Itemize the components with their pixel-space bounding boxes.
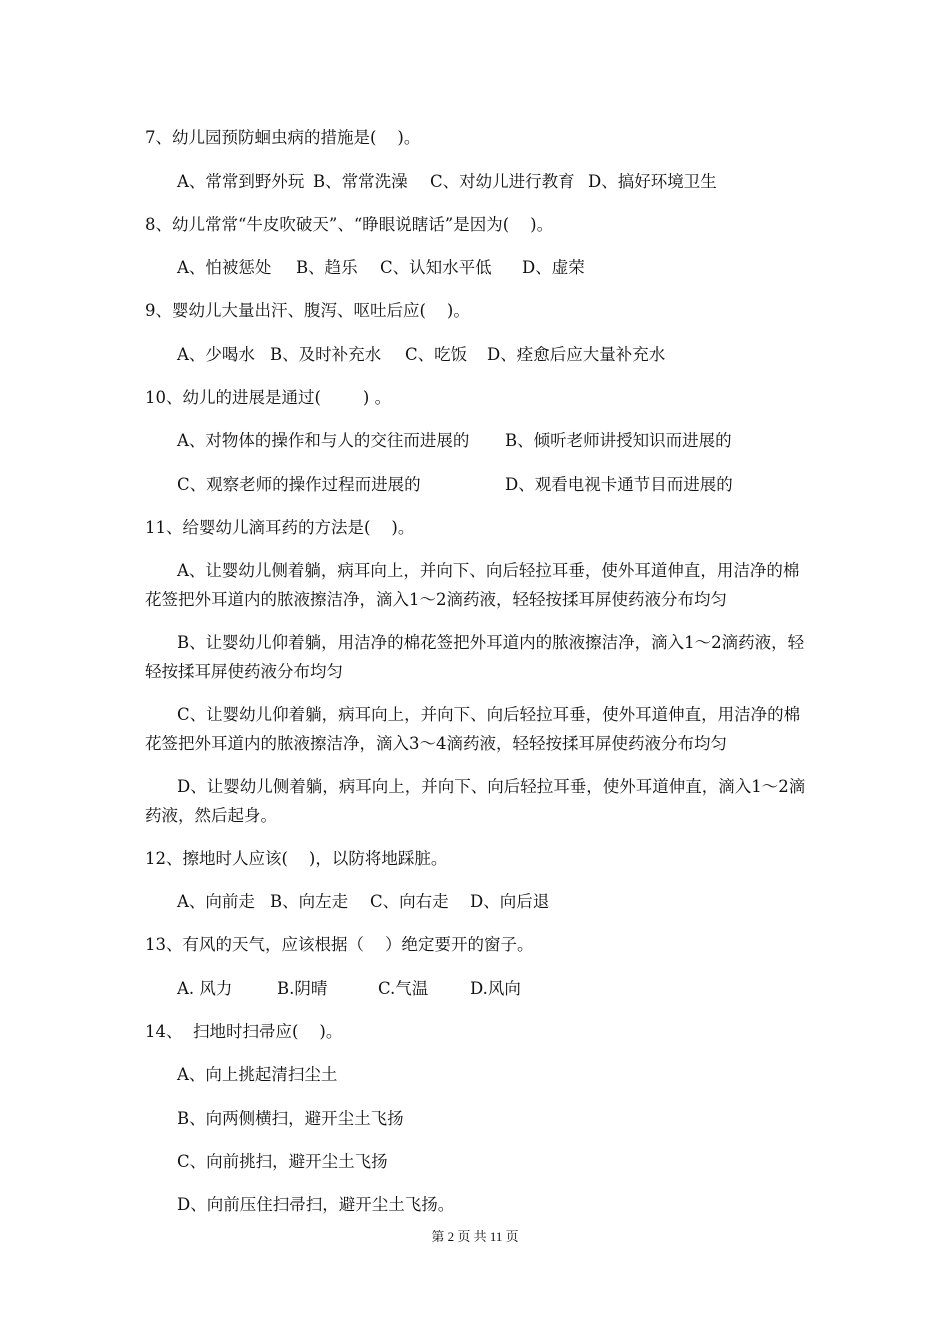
question-12-stem: 12、擦地时人应该( )，以防将地踩脏。 [145, 849, 448, 868]
q9-option-b: B、及时补充水 [270, 345, 382, 364]
q7-option-c: C、对幼儿进行教育 [430, 172, 575, 191]
q14-option-c: C、向前挑扫，避开尘土飞扬 [177, 1152, 388, 1171]
question-14-stem: 14、 扫地时扫帚应( )。 [145, 1022, 343, 1041]
q12-option-b: B、向左走 [270, 892, 349, 911]
q8-option-d: D、虚荣 [522, 258, 585, 277]
q9-option-a: A、少喝水 [177, 345, 255, 364]
q11-option-c-line1: C、让婴幼儿仰着躺，病耳向上，并向下、向后轻拉耳垂，使外耳道伸直，用洁净的棉 [177, 705, 801, 724]
question-9-options [0, 344, 950, 366]
q8-option-c: C、认知水平低 [380, 258, 492, 277]
q10-option-b: B、倾听老师讲授知识而进展的 [505, 431, 732, 450]
q13-option-d: D.风向 [470, 979, 521, 998]
q7-option-b: B、常常洗澡 [313, 172, 408, 191]
question-11-stem: 11、给婴幼儿滴耳药的方法是( )。 [145, 518, 415, 537]
q10-option-a: A、对物体的操作和与人的交往而进展的 [177, 431, 470, 450]
question-8-stem: 8、幼儿常常“牛皮吹破天”、“睁眼说瞎话”是因为( )。 [145, 215, 554, 234]
q11-option-d-line1: D、让婴幼儿侧着躺，病耳向上，并向下、向后轻拉耳垂，使外耳道伸直，滴入1～2滴 [177, 777, 806, 796]
question-7-stem: 7、幼儿园预防蛔虫病的措施是( )。 [145, 128, 421, 147]
page-number-footer: 第 2 页 共 11 页 [431, 1229, 519, 1244]
q9-option-c: C、吃饭 [405, 345, 468, 364]
q14-option-d: D、向前压住扫帚扫，避开尘土飞扬。 [177, 1195, 455, 1214]
q7-option-d: D、搞好环境卫生 [588, 172, 717, 191]
question-9-stem: 9、婴幼儿大量出汗、腹泻、呕吐后应( )。 [145, 301, 470, 320]
q14-option-a: A、向上挑起清扫尘土 [177, 1065, 338, 1084]
q10-option-d: D、观看电视卡通节目而进展的 [505, 475, 733, 494]
q13-option-a: A. 风力 [177, 979, 233, 998]
q12-option-a: A、向前走 [177, 892, 255, 911]
question-10-stem: 10、幼儿的进展是通过( ) 。 [145, 388, 392, 407]
q14-option-b: B、向两侧横扫，避开尘土飞扬 [177, 1109, 404, 1128]
q11-option-c-line2: 花签把外耳道内的脓液擦洁净，滴入3～4滴药液，轻轻按揉耳屏使药液分布均匀 [145, 734, 727, 753]
q13-option-b: B.阴晴 [277, 979, 328, 998]
q11-option-b-line1: B、让婴幼儿仰着躺，用洁净的棉花签把外耳道内的脓液擦洁净，滴入1～2滴药液，轻 [177, 633, 805, 652]
q11-option-a-line1: A、让婴幼儿侧着躺，病耳向上，并向下、向后轻拉耳垂，使外耳道伸直，用洁净的棉 [177, 561, 800, 580]
question-13-options [0, 978, 950, 1000]
q11-option-b-line2: 轻按揉耳屏使药液分布均匀 [145, 662, 343, 681]
question-10-options-row1 [0, 430, 950, 452]
q7-option-a: A、常常到野外玩 [177, 172, 305, 191]
q8-option-a: A、怕被惩处 [177, 258, 272, 277]
q11-option-d-line2: 药液，然后起身。 [145, 806, 277, 825]
question-10-options-row2 [0, 474, 950, 496]
question-7-options [0, 171, 950, 193]
question-8-options [0, 257, 950, 279]
q13-option-c: C.气温 [378, 979, 429, 998]
q10-option-c: C、观察老师的操作过程而进展的 [177, 475, 421, 494]
q8-option-b: B、趋乐 [296, 258, 358, 277]
q9-option-d: D、痊愈后应大量补充水 [487, 345, 666, 364]
q12-option-c: C、向右走 [370, 892, 449, 911]
q11-option-a-line2: 花签把外耳道内的脓液擦洁净，滴入1～2滴药液，轻轻按揉耳屏使药液分布均匀 [145, 590, 727, 609]
q12-option-d: D、向后退 [470, 892, 550, 911]
question-12-options [0, 891, 950, 913]
question-13-stem: 13、有风的天气，应该根据（ ）绝定要开的窗子。 [145, 935, 534, 954]
